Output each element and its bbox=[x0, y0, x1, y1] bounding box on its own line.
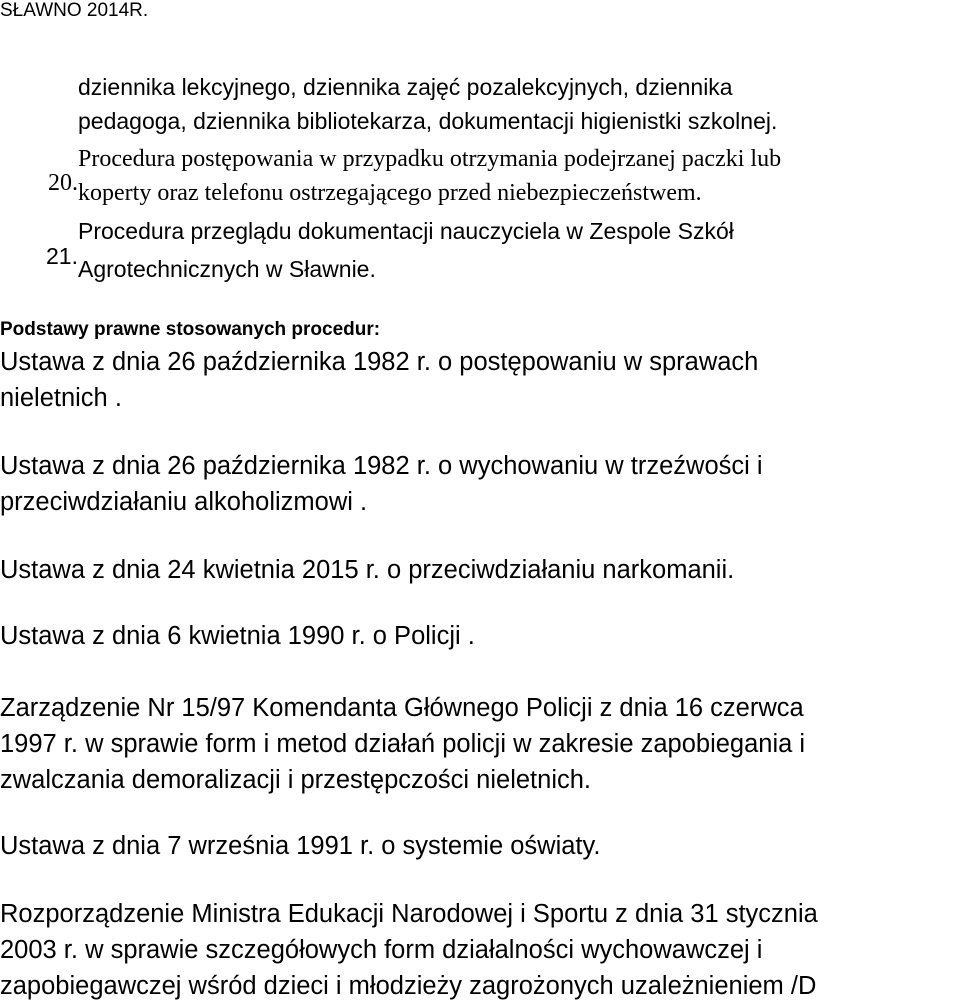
list-item-19-line-1: dziennika lekcyjnego, dziennika zajęć pozalekcyjnych, dziennika bbox=[78, 74, 733, 100]
legal-entry-3 bbox=[0, 552, 734, 588]
list-item-21-line-1: Procedura przeglądu dokumentacji nauczyciela w Zespole Szkół bbox=[78, 218, 734, 244]
list-item-21 bbox=[46, 214, 734, 286]
list-item-21-line-2: Agrotechnicznych w Sławnie. bbox=[78, 256, 376, 282]
legal-entry-line: Ustawa z dnia 6 kwietnia 1990 r. o Policji . bbox=[0, 622, 475, 650]
legal-entry-line: zwalczania demoralizacji i przestępczości nieletnich. bbox=[0, 766, 592, 794]
legal-entry-line: 2003 r. w sprawie szczegółowych form działalności wychowawczej i bbox=[0, 936, 763, 964]
legal-entry-7 bbox=[0, 896, 818, 1004]
list-item-20-line-1: Procedura postępowania w przypadku otrzymania podejrzanej paczki lub bbox=[78, 146, 782, 172]
legal-entry-6 bbox=[0, 828, 600, 864]
list-item-20-number: 20. bbox=[48, 170, 78, 196]
list-item-20 bbox=[48, 142, 782, 210]
legal-entry-line: Ustawa z dnia 7 września 1991 r. o systemie oświaty. bbox=[0, 832, 601, 860]
legal-entry-line: Ustawa z dnia 24 kwietnia 2015 r. o przeciwdziałaniu narkomanii. bbox=[0, 556, 735, 584]
list-item-20-line-2: koperty oraz telefonu ostrzegającego przed niebezpieczeństwem. bbox=[78, 180, 702, 206]
legal-entry-line: Ustawa z dnia 26 października 1982 r. o postępowaniu w sprawach bbox=[0, 348, 759, 376]
list-item-19-continuation bbox=[78, 70, 777, 138]
legal-entry-line: 1997 r. w sprawie form i metod działań policji w zakresie zapobiegania i bbox=[0, 730, 806, 758]
legal-entry-2 bbox=[0, 448, 763, 520]
list-item-21-number: 21. bbox=[46, 243, 78, 269]
legal-entry-line: zapobiegawczej wśród dzieci i młodzieży zagrożonych uzależnieniem /D bbox=[0, 972, 817, 1000]
legal-entry-line: Zarządzenie Nr 15/97 Komendanta Głównego Policji z dnia 16 czerwca bbox=[0, 694, 804, 722]
legal-entry-5 bbox=[0, 690, 805, 798]
legal-entry-line: nieletnich . bbox=[0, 384, 122, 412]
legal-entry-line: Rozporządzenie Ministra Edukacji Narodowej i Sportu z dnia 31 stycznia bbox=[0, 900, 818, 928]
legal-entry-1 bbox=[0, 344, 758, 416]
list-item-19-line-2: pedagoga, dziennika bibliotekarza, dokumentacji higienistki szkolnej. bbox=[78, 108, 778, 134]
legal-entry-line: Ustawa z dnia 26 października 1982 r. o wychowaniu w trzeźwości i bbox=[0, 452, 763, 480]
page-header: SŁAWNO 2014R. bbox=[0, 0, 149, 21]
legal-basis-heading: Podstawy prawne stosowanych procedur: bbox=[0, 319, 381, 340]
legal-entry-line: przeciwdziałaniu alkoholizmowi . bbox=[0, 488, 368, 516]
legal-entry-4 bbox=[0, 618, 475, 654]
